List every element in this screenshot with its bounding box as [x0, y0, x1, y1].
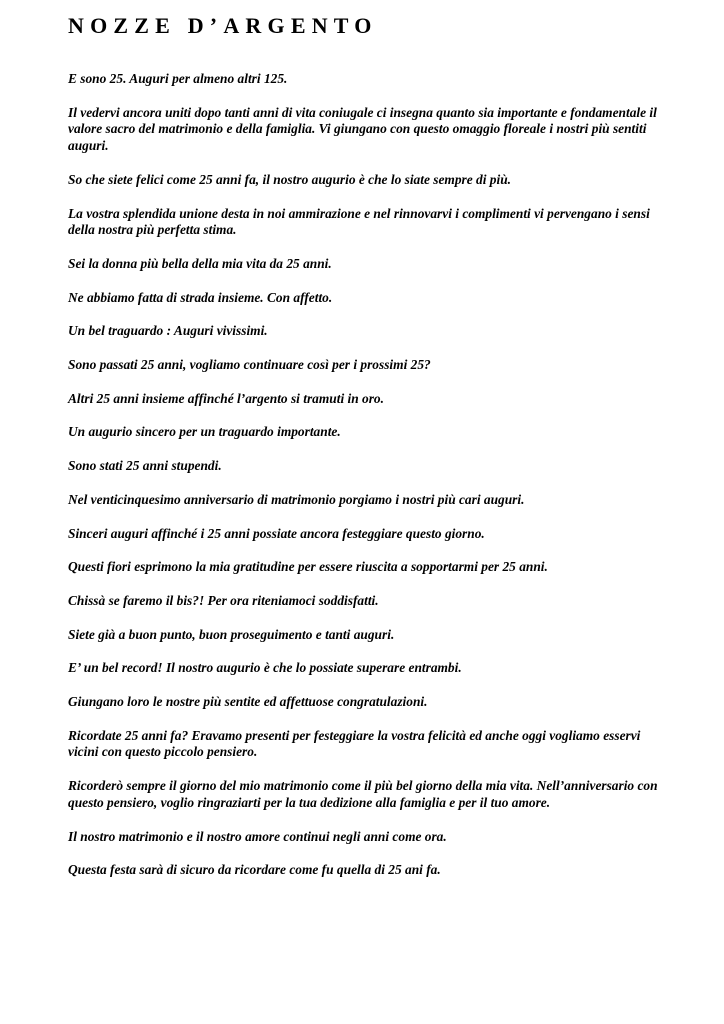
paragraph: Questi fiori esprimono la mia gratitudine per essere riuscita a sopportarmi per 25 anni.	[68, 559, 548, 575]
paragraph: Giungano loro le nostre più sentite ed affettuose congratulazioni.	[68, 694, 428, 710]
paragraph: Chissà se faremo il bis?! Per ora riteniamoci soddisfatti.	[68, 592, 379, 608]
document-title: NOZZE D’ARGENTO	[68, 13, 378, 38]
paragraph: E’ un bel record! Il nostro augurio è che lo possiate superare entrambi.	[68, 660, 462, 676]
paragraph: Sono passati 25 anni, vogliamo continuare così per i prossimi 25?	[68, 357, 431, 373]
paragraph: Un augurio sincero per un traguardo importante.	[68, 424, 341, 440]
paragraph: Ne abbiamo fatta di strada insieme. Con affetto.	[68, 289, 333, 305]
paragraph: Altri 25 anni insieme affinché l’argento si tramuti in oro.	[68, 390, 384, 406]
paragraph: Ricordate 25 anni fa? Eravamo presenti per festeggiare la vostra felicità ed anche oggi vogliamo esservi vicini con questo piccolo pensiero.	[68, 727, 641, 760]
paragraph: Ricorderò sempre il giorno del mio matrimonio come il più bel giorno della mia vita. Nell’anniversario con questo pensiero, voglio ringraziarti per la tua dedizione alla famiglia e per il tuo amore.	[68, 778, 658, 810]
paragraph: Sei la donna più bella della mia vita da 25 anni.	[68, 255, 332, 271]
paragraph: So che siete felici come 25 anni fa, il nostro augurio è che lo siate sempre di più.	[68, 171, 511, 187]
paragraph: Un bel traguardo : Auguri vivissimi.	[68, 323, 268, 339]
paragraph: Sinceri auguri affinché i 25 anni possiate ancora festeggiare questo giorno.	[68, 525, 485, 541]
paragraph: E sono 25. Auguri per almeno altri 125.	[68, 71, 288, 86]
paragraph: Il vedervi ancora uniti dopo tanti anni di vita coniugale ci insegna quanto sia importante e fondamentale il valore sacro del matrimonio e della famiglia. Vi giungano con questo omaggio floreale i nostri più sentiti auguri.	[68, 104, 657, 154]
paragraph: Questa festa sarà di sicuro da ricordare come fu quella di 25 ani fa.	[68, 862, 441, 878]
paragraph: Siete già a buon punto, buon proseguimento e tanti auguri.	[68, 626, 395, 642]
paragraph: La vostra splendida unione desta in noi ammirazione e nel rinnovarvi i complimenti vi pervengano i sensi della nostra più perfetta stima.	[68, 205, 650, 238]
paragraph: Il nostro matrimonio e il nostro amore continui negli anni come ora.	[68, 828, 447, 844]
document-body	[68, 71, 658, 896]
paragraph: Nel venticinquesimo anniversario di matrimonio porgiamo i nostri più cari auguri.	[68, 491, 525, 507]
paragraph: Sono stati 25 anni stupendi.	[68, 458, 222, 474]
